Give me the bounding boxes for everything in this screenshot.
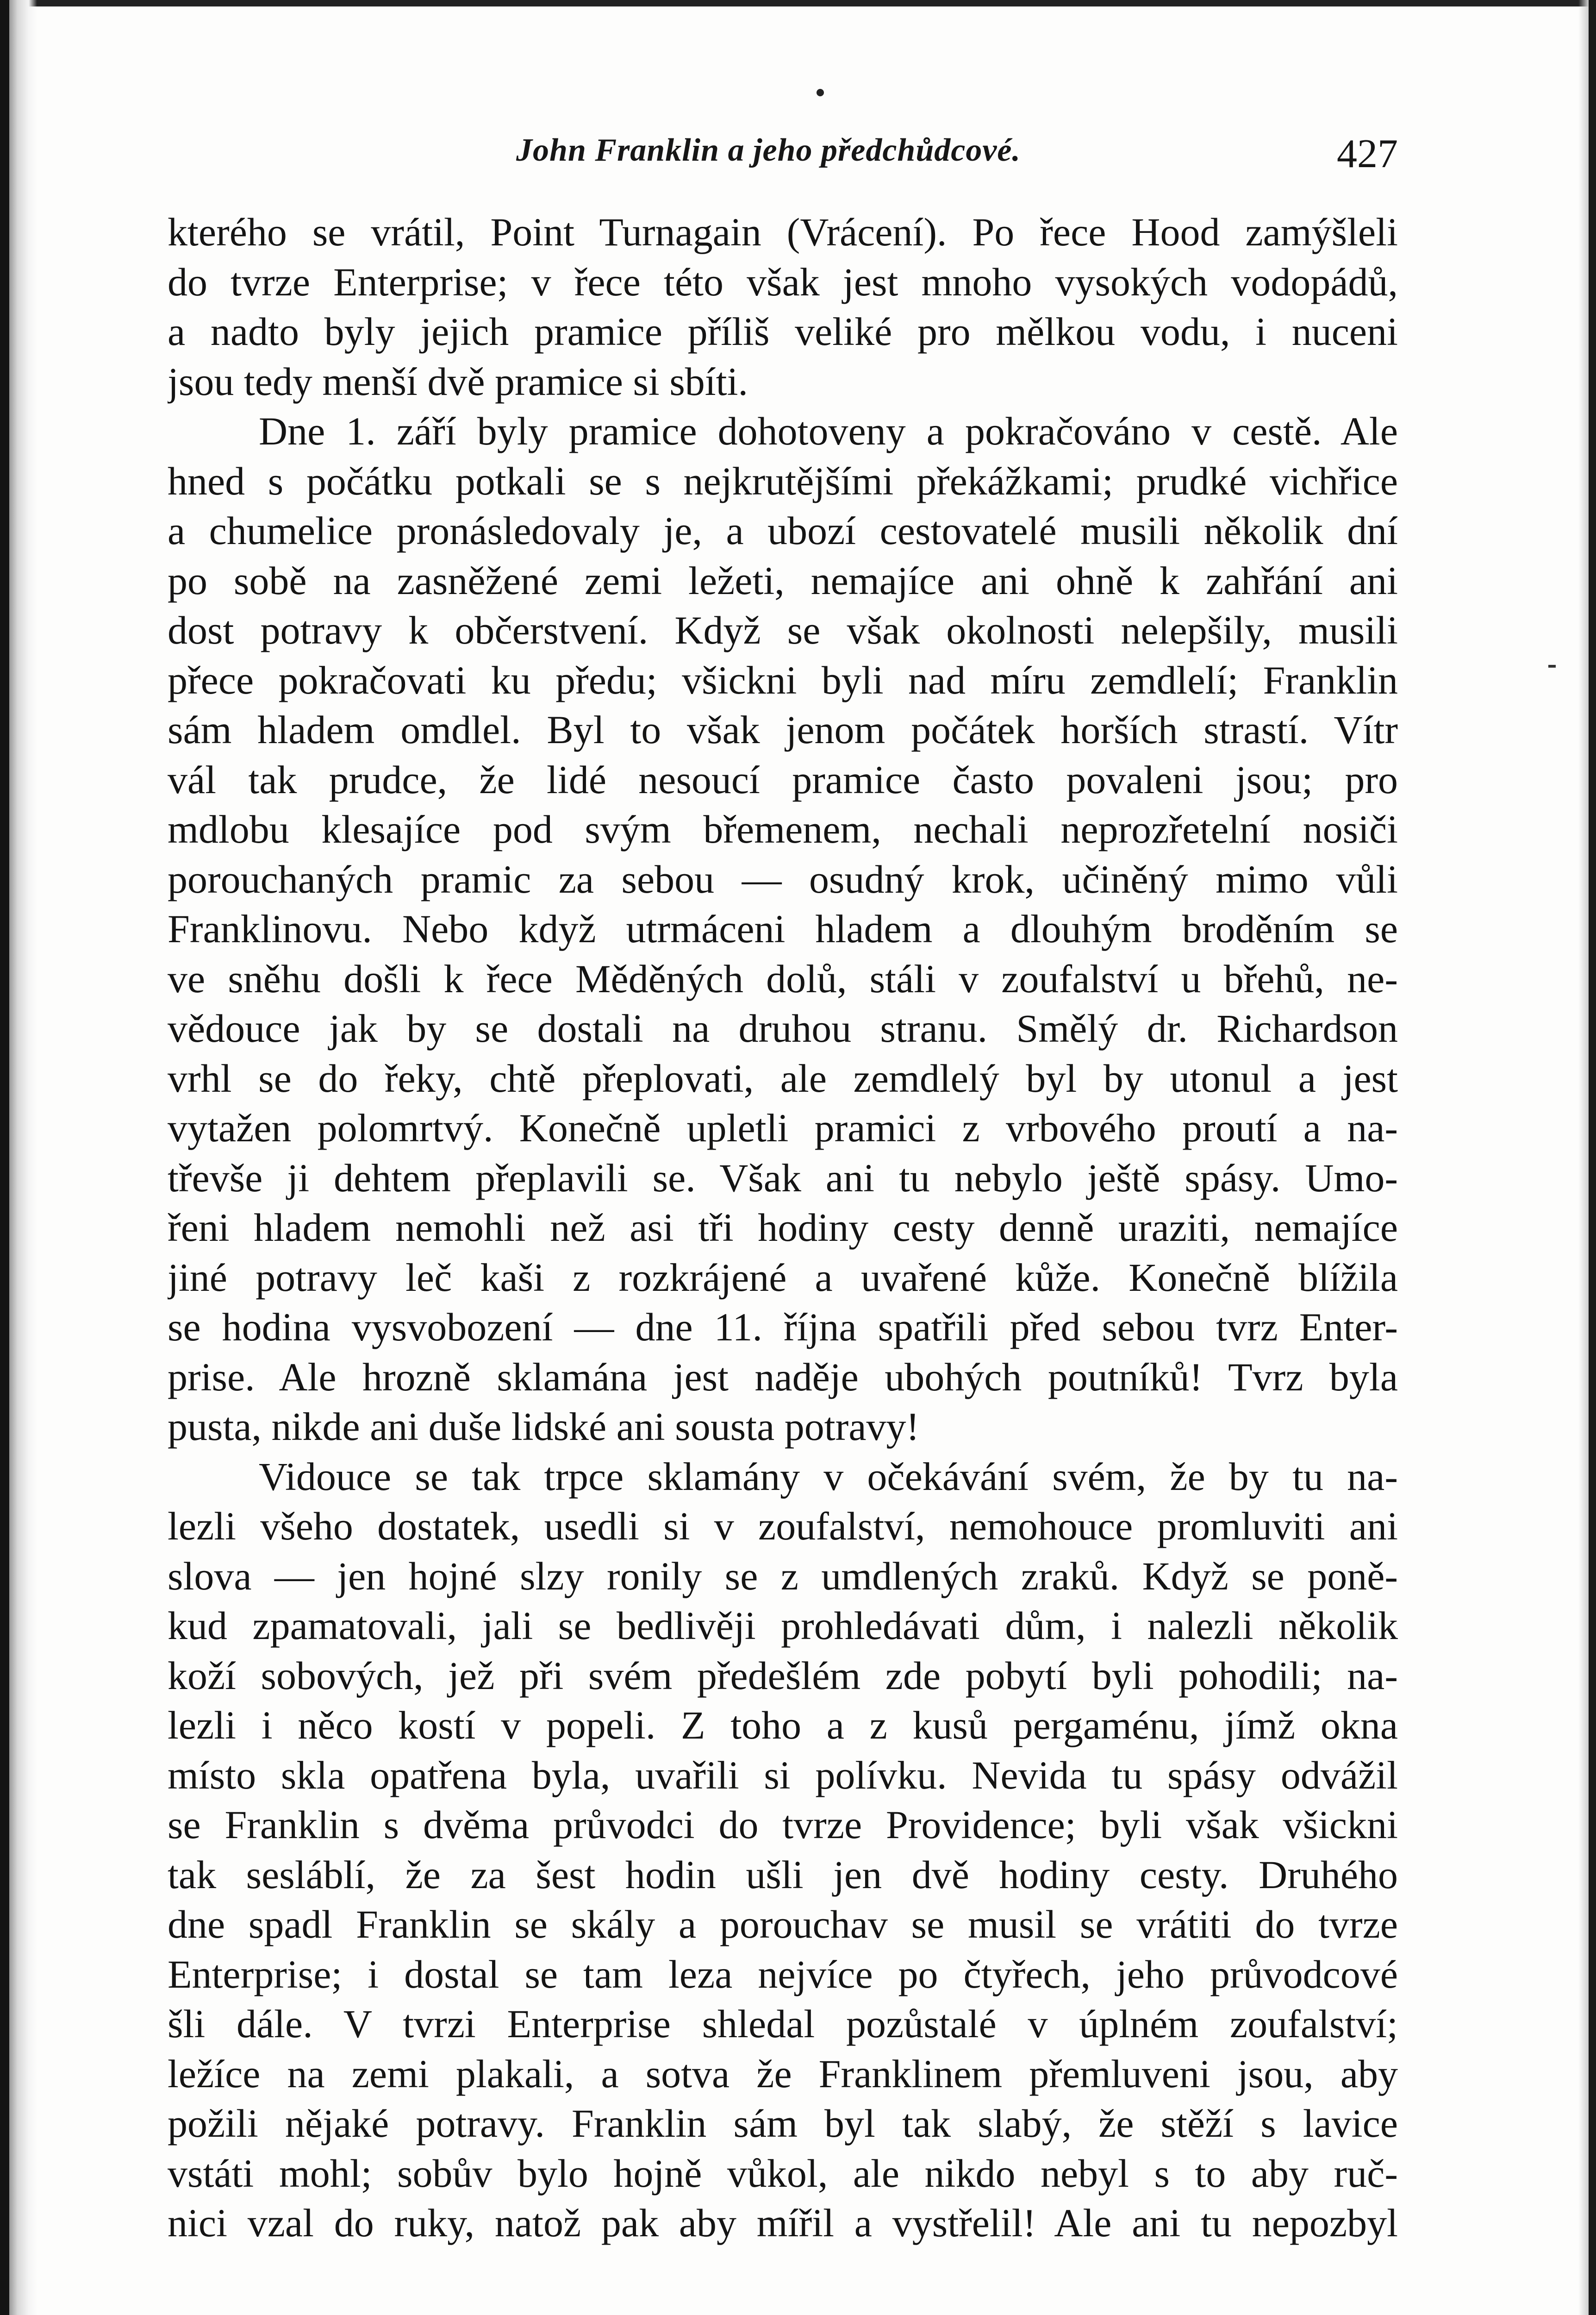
text-line: třevše ji dehtem přeplavili se. Však ani tu nebylo ještě spásy. Umo-: [168, 1155, 1398, 1200]
text-line: Franklinovu. Nebo když utrmáceni hladem a dlouhým broděním se: [168, 907, 1398, 951]
text-line: sám hladem omdlel. Byl to však jenom počátek horších strastí. Vítr: [168, 707, 1398, 752]
text-line: vytažen polomrtvý. Konečně upletli pramici z vrbového proutí a na-: [168, 1106, 1398, 1150]
paragraph-first-line: Vidouce se tak trpce sklamány v očekávání svém, že by tu na-: [259, 1454, 1398, 1499]
text-line: do tvrze Enterprise; v řece této však jest mnoho vysokých vodopádů,: [168, 259, 1398, 304]
text-line: přece pokračovati ku předu; všickni byli nad míru zemdlelí; Franklin: [168, 657, 1398, 702]
text-line: a nadto byly jejich pramice příliš veliké pro mělkou vodu, i nuceni: [168, 309, 1398, 354]
page-number: 427: [1337, 131, 1398, 176]
text-line: řeni hladem nemohli než asi tři hodiny cesty denně uraziti, nemajíce: [168, 1205, 1398, 1250]
ink-speck: [1548, 665, 1556, 668]
text-line: ležíce na zemi plakali, a sotva že Franklinem přemluveni jsou, aby: [168, 2051, 1398, 2096]
text-line: porouchaných pramic za sebou — osudný krok, učiněný mimo vůli: [168, 857, 1398, 901]
text-line: jiné potravy leč kaši z rozkrájené a uvařené kůže. Konečně blížila: [168, 1255, 1398, 1300]
text-line: pusta, nikde ani duše lidské ani sousta potravy!: [168, 1404, 920, 1449]
scan-top-edge: [0, 0, 1596, 6]
text-line: a chumelice pronásledovaly je, a ubozí cestovatelé musili několik dní: [168, 508, 1398, 553]
text-line: šli dále. V tvrzi Enterprise shledal pozůstalé v úplném zoufalství;: [168, 2002, 1398, 2046]
body-text: [168, 207, 1398, 2248]
right-edge-shadow: [1578, 0, 1589, 2315]
text-line: vrhl se do řeky, chtě přeplovati, ale zemdlelý byl by utonul a jest: [168, 1056, 1398, 1101]
scan-right-edge: [1589, 0, 1596, 2315]
text-line: nici vzal do ruky, natož pak aby mířil a vystřelil! Ale ani tu nepozbyl: [168, 2201, 1398, 2245]
gutter-shadow: [9, 0, 37, 2315]
text-line: Enterprise; i dostal se tam leza nejvíce po čtyřech, jeho průvodcové: [168, 1952, 1398, 1996]
text-line: požili nějaké potravy. Franklin sám byl tak slabý, že stěží s lavice: [168, 2101, 1398, 2146]
paragraph-first-line: Dne 1. září byly pramice dohotoveny a pokračováno v cestě. Ale: [259, 409, 1398, 453]
text-line: vědouce jak by se dostali na druhou stranu. Smělý dr. Richardson: [168, 1006, 1398, 1051]
text-line: jsou tedy menší dvě pramice si sbíti.: [168, 359, 748, 404]
text-line: se hodina vysvobození — dne 11. října spatřili před sebou tvrz Enter-: [168, 1305, 1398, 1349]
text-line: se Franklin s dvěma průvodci do tvrze Providence; byli však všickni: [168, 1802, 1398, 1847]
text-line: koží sobových, jež při svém předešlém zde pobytí byli pohodili; na-: [168, 1653, 1398, 1698]
text-line: kud zpamatovali, jali se bedlivěji prohledávati dům, i nalezli několik: [168, 1603, 1398, 1648]
text-line: slova — jen hojné slzy ronily se z umdlených zraků. Když se poně-: [168, 1553, 1398, 1598]
text-line: místo skla opatřena byla, uvařili si polívku. Nevida tu spásy odvážil: [168, 1752, 1398, 1797]
text-line: hned s počátku potkali se s nejkrutějšími překážkami; prudké vichřice: [168, 458, 1398, 503]
text-line: lezli i něco kostí v popeli. Z toho a z kusů pergaménu, jímž okna: [168, 1703, 1398, 1747]
text-line: vstáti mohl; sobův bylo hojně vůkol, ale nikdo nebyl s to aby ruč-: [168, 2151, 1398, 2196]
text-line: kterého se vrátil, Point Turnagain (Vrácení). Po řece Hood zamýšleli: [168, 210, 1398, 254]
text-line: dost potravy k občerstvení. Když se však okolnosti nelepšily, musili: [168, 608, 1398, 652]
book-binding-edge: [0, 0, 9, 2315]
text-line: ve sněhu došli k řece Měděných dolů, stáli v zoufalství u břehů, ne-: [168, 956, 1398, 1001]
ink-speck: [817, 89, 824, 96]
text-line: prise. Ale hrozně sklamána jest naděje ubohých poutníků! Tvrz byla: [168, 1354, 1398, 1399]
text-line: mdlobu klesajíce pod svým břemenem, nechali neprozřetelní nosiči: [168, 807, 1398, 851]
text-line: tak sesláblí, že za šest hodin ušli jen dvě hodiny cesty. Druhého: [168, 1852, 1398, 1897]
text-line: dne spadl Franklin se skály a porouchav se musil se vrátiti do tvrze: [168, 1902, 1398, 1946]
text-line: lezli všeho dostatek, usedli si v zoufalství, nemohouce promluviti ani: [168, 1504, 1398, 1548]
text-line: vál tak prudce, že lidé nesoucí pramice často povaleni jsou; pro: [168, 757, 1398, 802]
running-head: [139, 125, 1398, 176]
running-title: John Franklin a jeho předchůdcové.: [516, 132, 1021, 168]
text-line: po sobě na zasněžené zemi ležeti, nemajíce ani ohně k zahřání ani: [168, 558, 1398, 603]
